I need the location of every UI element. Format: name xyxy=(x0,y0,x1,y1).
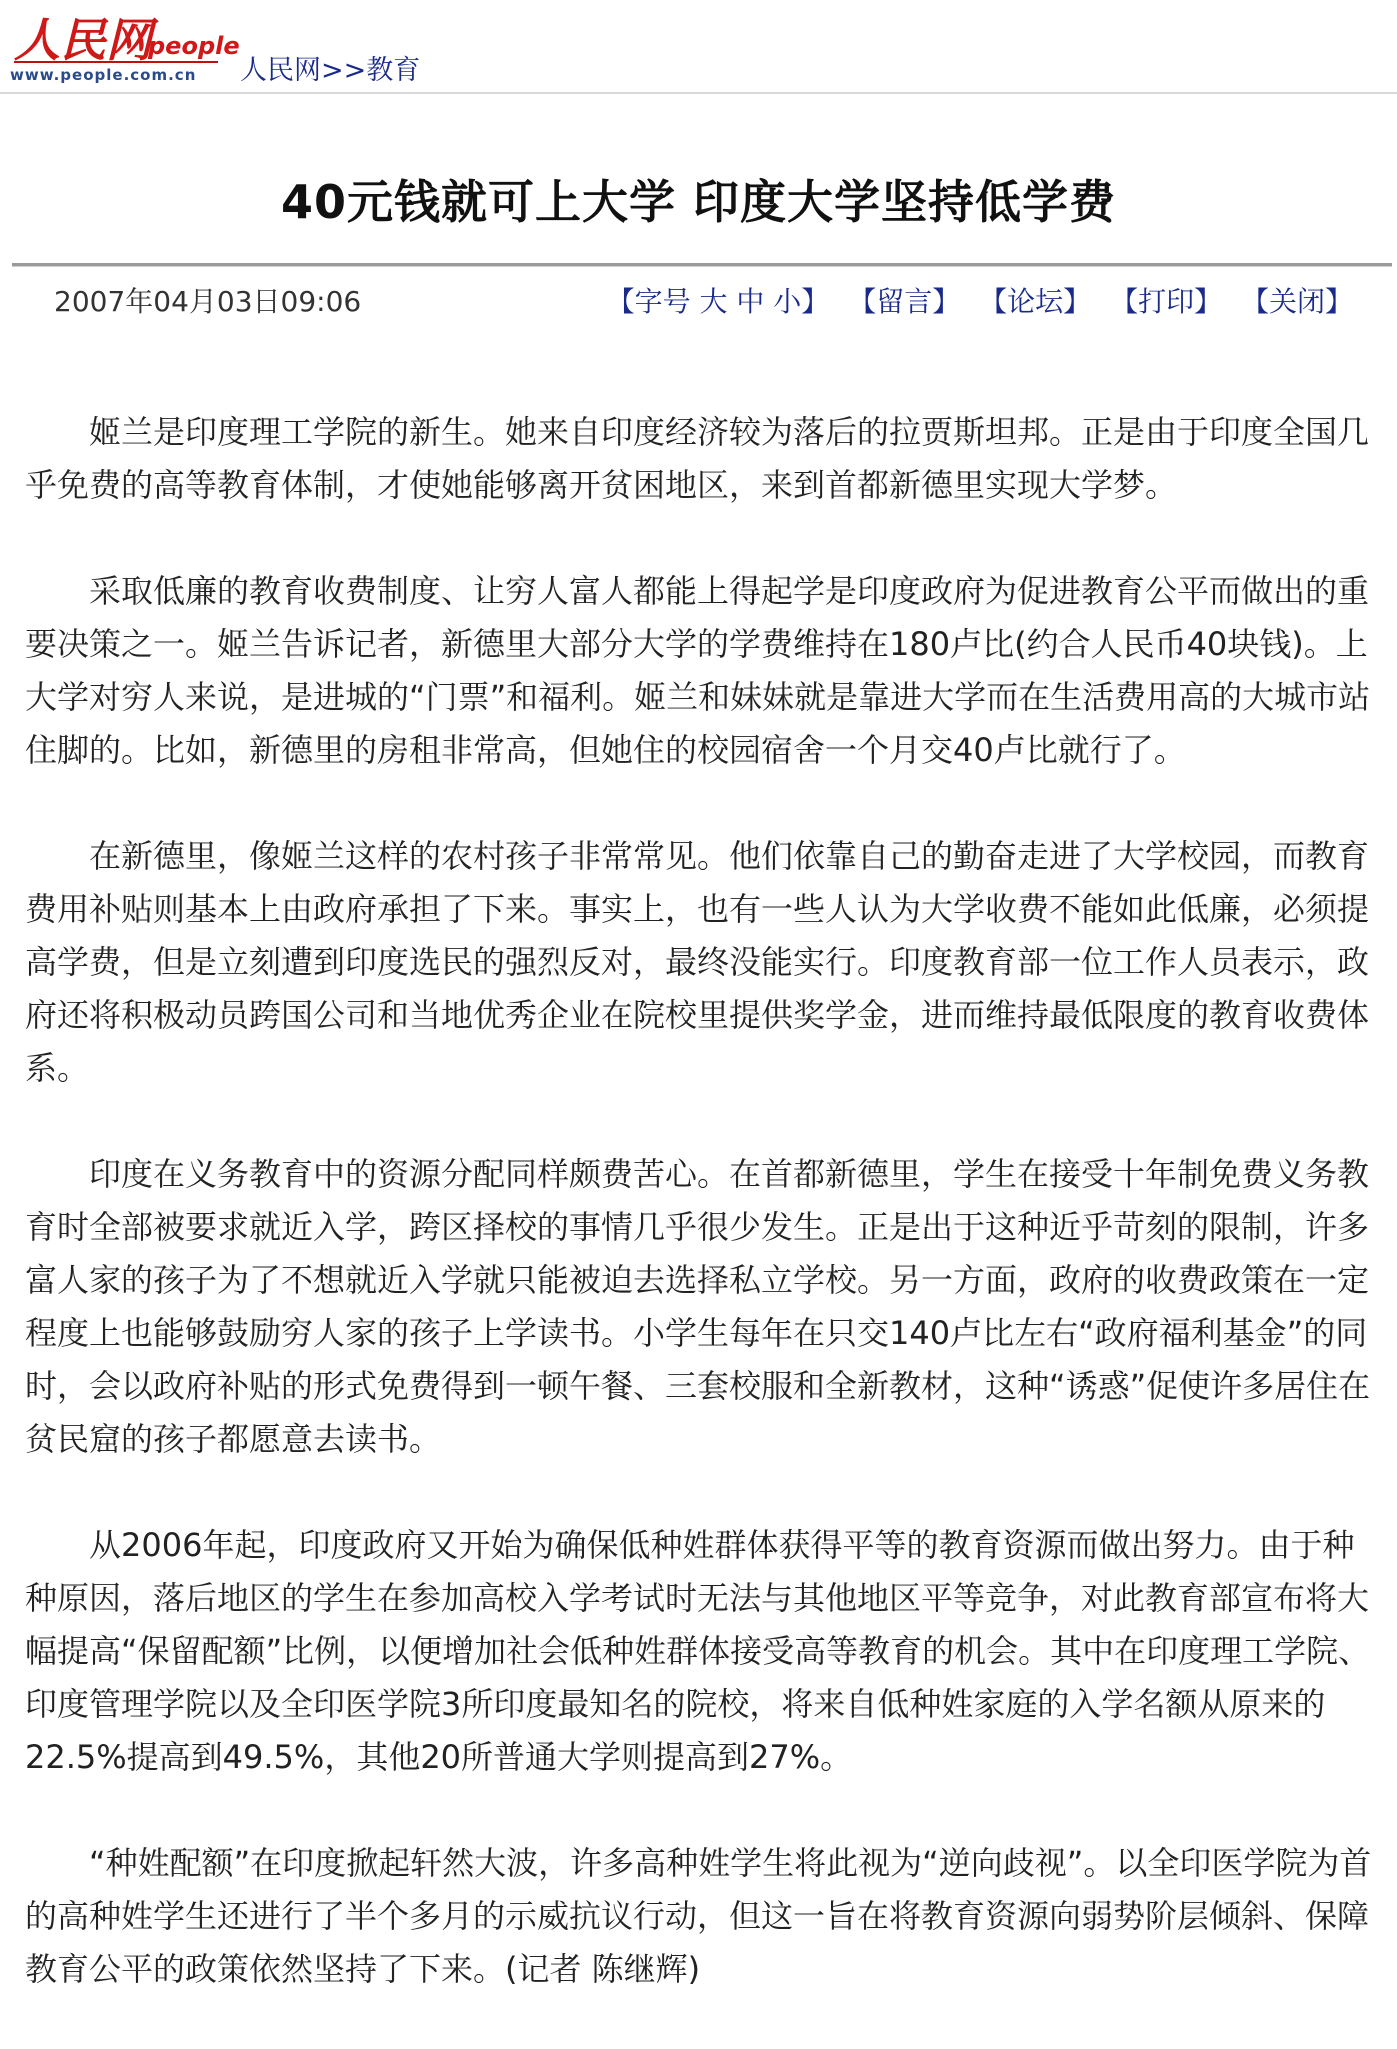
svg-text:people: people xyxy=(148,32,240,60)
publish-date: 2007年04月03日09:06 xyxy=(54,285,362,318)
article-paragraph: 从2006年起，印度政府又开始为确保低种姓群体获得平等的教育资源而做出努力。由于种种原因，落后地区的学生在参加高校入学考试时无法与其他地区平等竞争，对此教育部宣布将大幅提高“保留配额”比例，以便增加社会低种姓群体接受高等教育的机会。其中在印度理工学院、印度管理学院以及全印医学院3所印度最知名的院校，将来自低种姓家庭的入学名额从原来的22.5%提高到49.5%，其他20所普通大学则提高到27%。 xyxy=(25,1526,1371,1776)
article-title: 40元钱就可上大学 印度大学坚持低学费 xyxy=(280,175,1117,229)
article-paragraph: 在新德里，像姬兰这样的农村孩子非常常见。他们依靠自己的勤奋走进了大学校园，而教育费用补贴则基本上由政府承担了下来。事实上，也有一些人认为大学收费不能如此低廉，必须提高学费，但是立刻遭到印度选民的强烈反对，最终没能实行。印度教育部一位工作人员表示，政府还将积极动员跨国公司和当地优秀企业在院校里提供奖学金，进而维持最低限度的教育收费体系。 xyxy=(25,837,1370,1087)
comment-link[interactable]: 【留言】 xyxy=(848,285,961,318)
svg-text:人民网: 人民网 xyxy=(14,13,152,67)
article-paragraph: 姬兰是印度理工学院的新生。她来自印度经济较为落后的拉贾斯坦邦。正是由于印度全国几乎免费的高等教育体制，才使她能够离开贫困地区，来到首都新德里实现大学梦。 xyxy=(25,413,1370,504)
font-size-control[interactable]: 【字号 大 中 小】 xyxy=(606,285,830,318)
close-link[interactable]: 【关闭】 xyxy=(1240,285,1353,318)
article-toolbar xyxy=(597,280,1353,320)
logo-url: www.people.com.cn xyxy=(10,66,197,84)
article-paragraph: “种姓配额”在印度掀起轩然大波，许多高种姓学生将此视为“逆向歧视”。以全印医学院为首的高种姓学生还进行了半个多月的示威抗议行动，但这一旨在将教育资源向弱势阶层倾斜、保障教育公平的政策依然坚持了下来。(记者 陈继辉) xyxy=(25,1844,1372,1988)
article-body xyxy=(25,406,1382,2049)
forum-link[interactable]: 【论坛】 xyxy=(979,285,1092,318)
article-paragraph: 采取低廉的教育收费制度、让穷人富人都能上得起学是印度政府为促进教育公平而做出的重要决策之一。姬兰告诉记者，新德里大部分大学的学费维持在180卢比(约合人民币40块钱)。上大学对穷人来说，是进城的“门票”和福利。姬兰和妹妹就是靠进大学而在生活费用高的大城市站住脚的。比如，新德里的房租非常高，但她住的校园宿舍一个月交40卢比就行了。 xyxy=(25,572,1371,769)
print-link[interactable]: 【打印】 xyxy=(1110,285,1223,318)
site-header xyxy=(0,0,1397,94)
breadcrumb[interactable]: 人民网>>教育 xyxy=(240,55,421,86)
title-divider xyxy=(12,263,1392,267)
article-paragraph: 印度在义务教育中的资源分配同样颇费苦心。在首都新德里，学生在接受十年制免费义务教育时全部被要求就近入学，跨区择校的事情几乎很少发生。正是出于这种近乎苛刻的限制，许多富人家的孩子为了不想就近入学就只能被迫去选择私立学校。另一方面，政府的收费政策在一定程度上也能够鼓励穷人家的孩子上学读书。小学生每年在只交140卢比左右“政府福利基金”的同时，会以政府补贴的形式免费得到一顿午餐、三套校服和全新教材，这种“诱惑”促使许多居住在贫民窟的孩子都愿意去读书。 xyxy=(25,1155,1371,1458)
